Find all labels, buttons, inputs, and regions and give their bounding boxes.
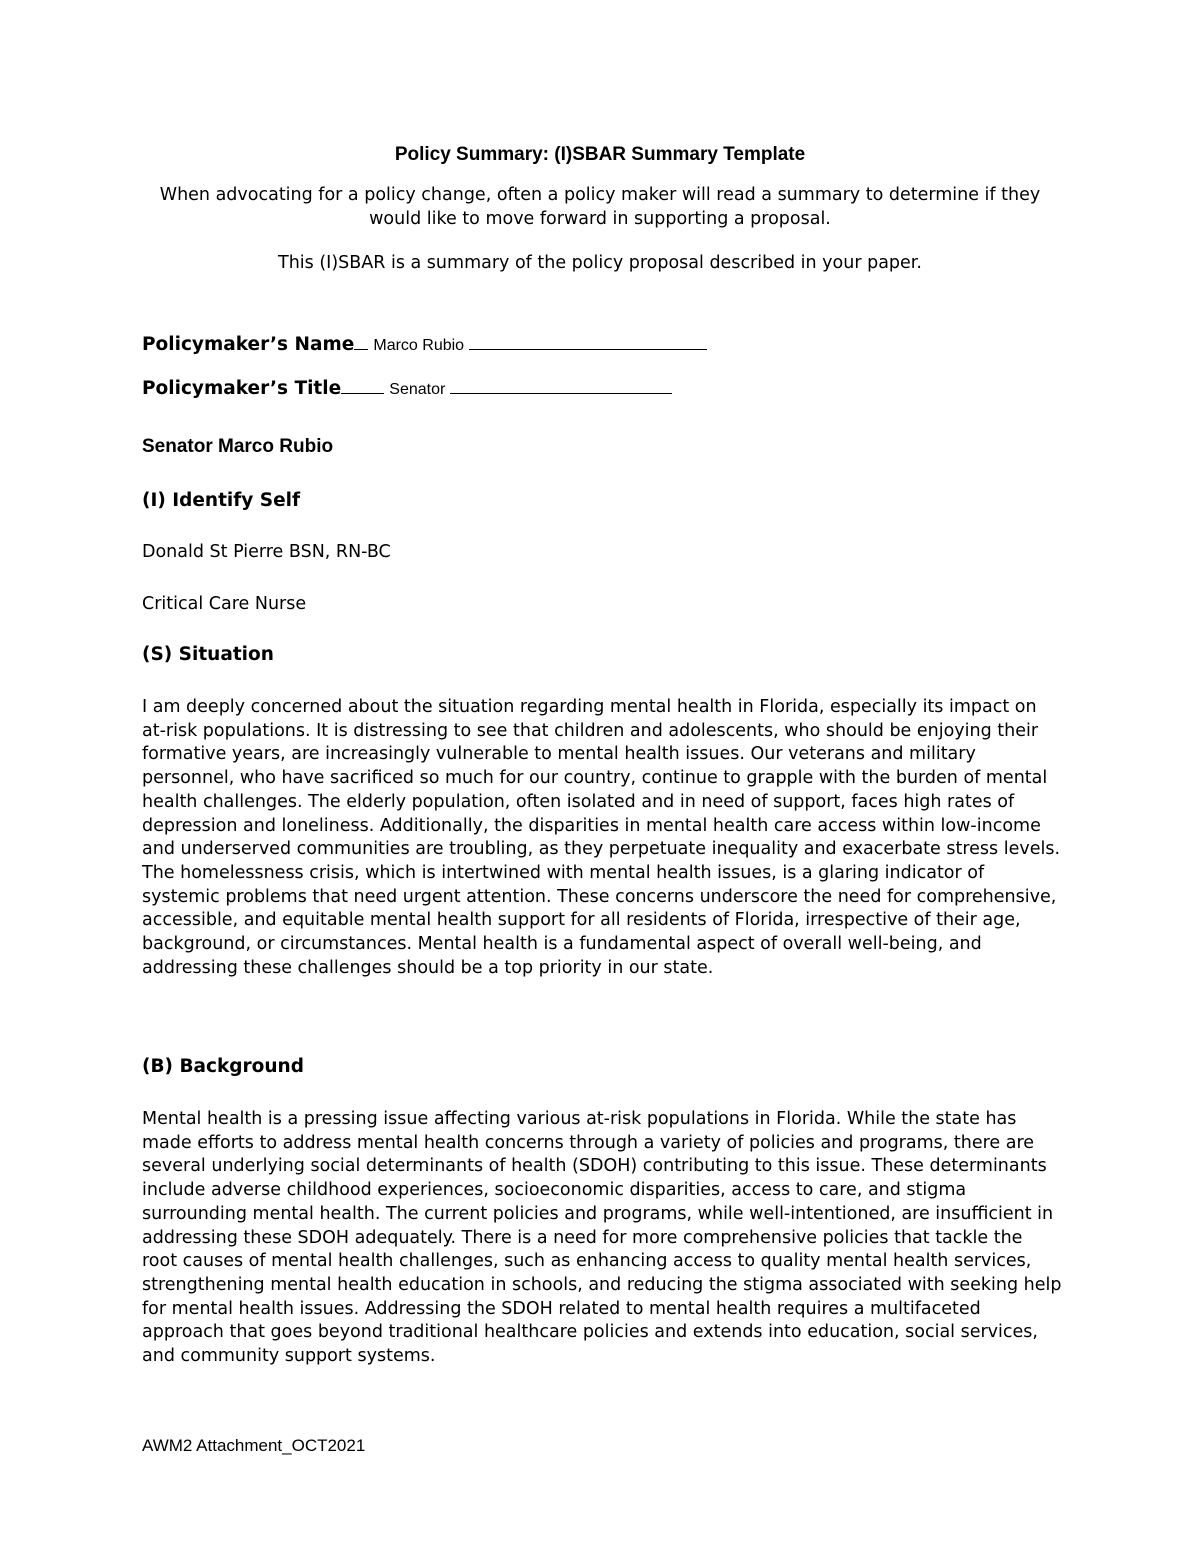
policymaker-name-row	[142, 333, 707, 363]
underline-blank	[354, 333, 368, 350]
identify-heading: (I) Identify Self	[142, 490, 301, 511]
policymaker-title-value: Senator	[389, 381, 446, 398]
policymaker-title-label: Policymaker’s Title	[142, 378, 342, 399]
intro-note: This (I)SBAR is a summary of the policy proposal described in your paper.	[278, 253, 922, 273]
document-title: Policy Summary: (I)SBAR Summary Template	[394, 144, 806, 165]
identify-name: Donald St Pierre BSN, RN-BC	[142, 542, 391, 562]
situation-heading: (S) Situation	[142, 644, 274, 665]
underline-blank	[469, 333, 707, 350]
underline-blank	[450, 377, 672, 394]
background-paragraph: Mental health is a pressing issue affecting various at-risk populations in Florida. While the state has made efforts to address mental health concerns through a variety of policies and programs, there are several underlying social determinants of health (SDOH) contributing to this issue. These determinants include adverse childhood experiences, socioeconomic disparities, access to care, and stigma surrounding mental health. The current policies and programs, while well-intentioned, are insufficient in addressing these SDOH adequately. There is a need for more comprehensive policies that tackle the root causes of mental health challenges, such as enhancing access to quality mental health services, strengthening mental health education in schools, and reducing the stigma associated with seeking help for mental health issues. Addressing the SDOH related to mental health requires a multifaceted approach that goes beyond traditional healthcare policies and extends into education, social services, and community support systems.	[142, 1109, 1062, 1367]
intro-text: When advocating for a policy change, often a policy maker will read a summary to determine if they would like to move forward in supporting a proposal.	[159, 185, 1041, 229]
policymaker-name-label: Policymaker’s Name	[142, 334, 355, 355]
identify-role: Critical Care Nurse	[142, 594, 307, 614]
policymaker-title-row	[142, 377, 672, 407]
policymaker-name-value: Marco Rubio	[373, 337, 465, 354]
underline-blank	[341, 377, 384, 394]
addressee: Senator Marco Rubio	[142, 436, 334, 457]
background-heading: (B) Background	[142, 1056, 304, 1077]
situation-paragraph: I am deeply concerned about the situation regarding mental health in Florida, especially its impact on at-risk populations. It is distressing to see that children and adolescents, who should be enjoying their formative years, are increasingly vulnerable to mental health issues. Our veterans and military personnel, who have sacrificed so much for our country, continue to grapple with the burden of mental health challenges. The elderly population, often isolated and in need of support, faces high rates of depression and loneliness. Additionally, the disparities in mental health care access within low-income and underserved communities are troubling, as they perpetuate inequality and exacerbate stress levels. The homelessness crisis, which is intertwined with mental health issues, is a glaring indicator of systemic problems that need urgent attention. These concerns underscore the need for comprehensive, accessible, and equitable mental health support for all residents of Florida, irrespective of their age, background, or circumstances. Mental health is a fundamental aspect of overall well-being, and addressing these challenges should be a top priority in our state.	[142, 697, 1061, 978]
page-footer: AWM2 Attachment_OCT2021	[142, 1436, 366, 1455]
